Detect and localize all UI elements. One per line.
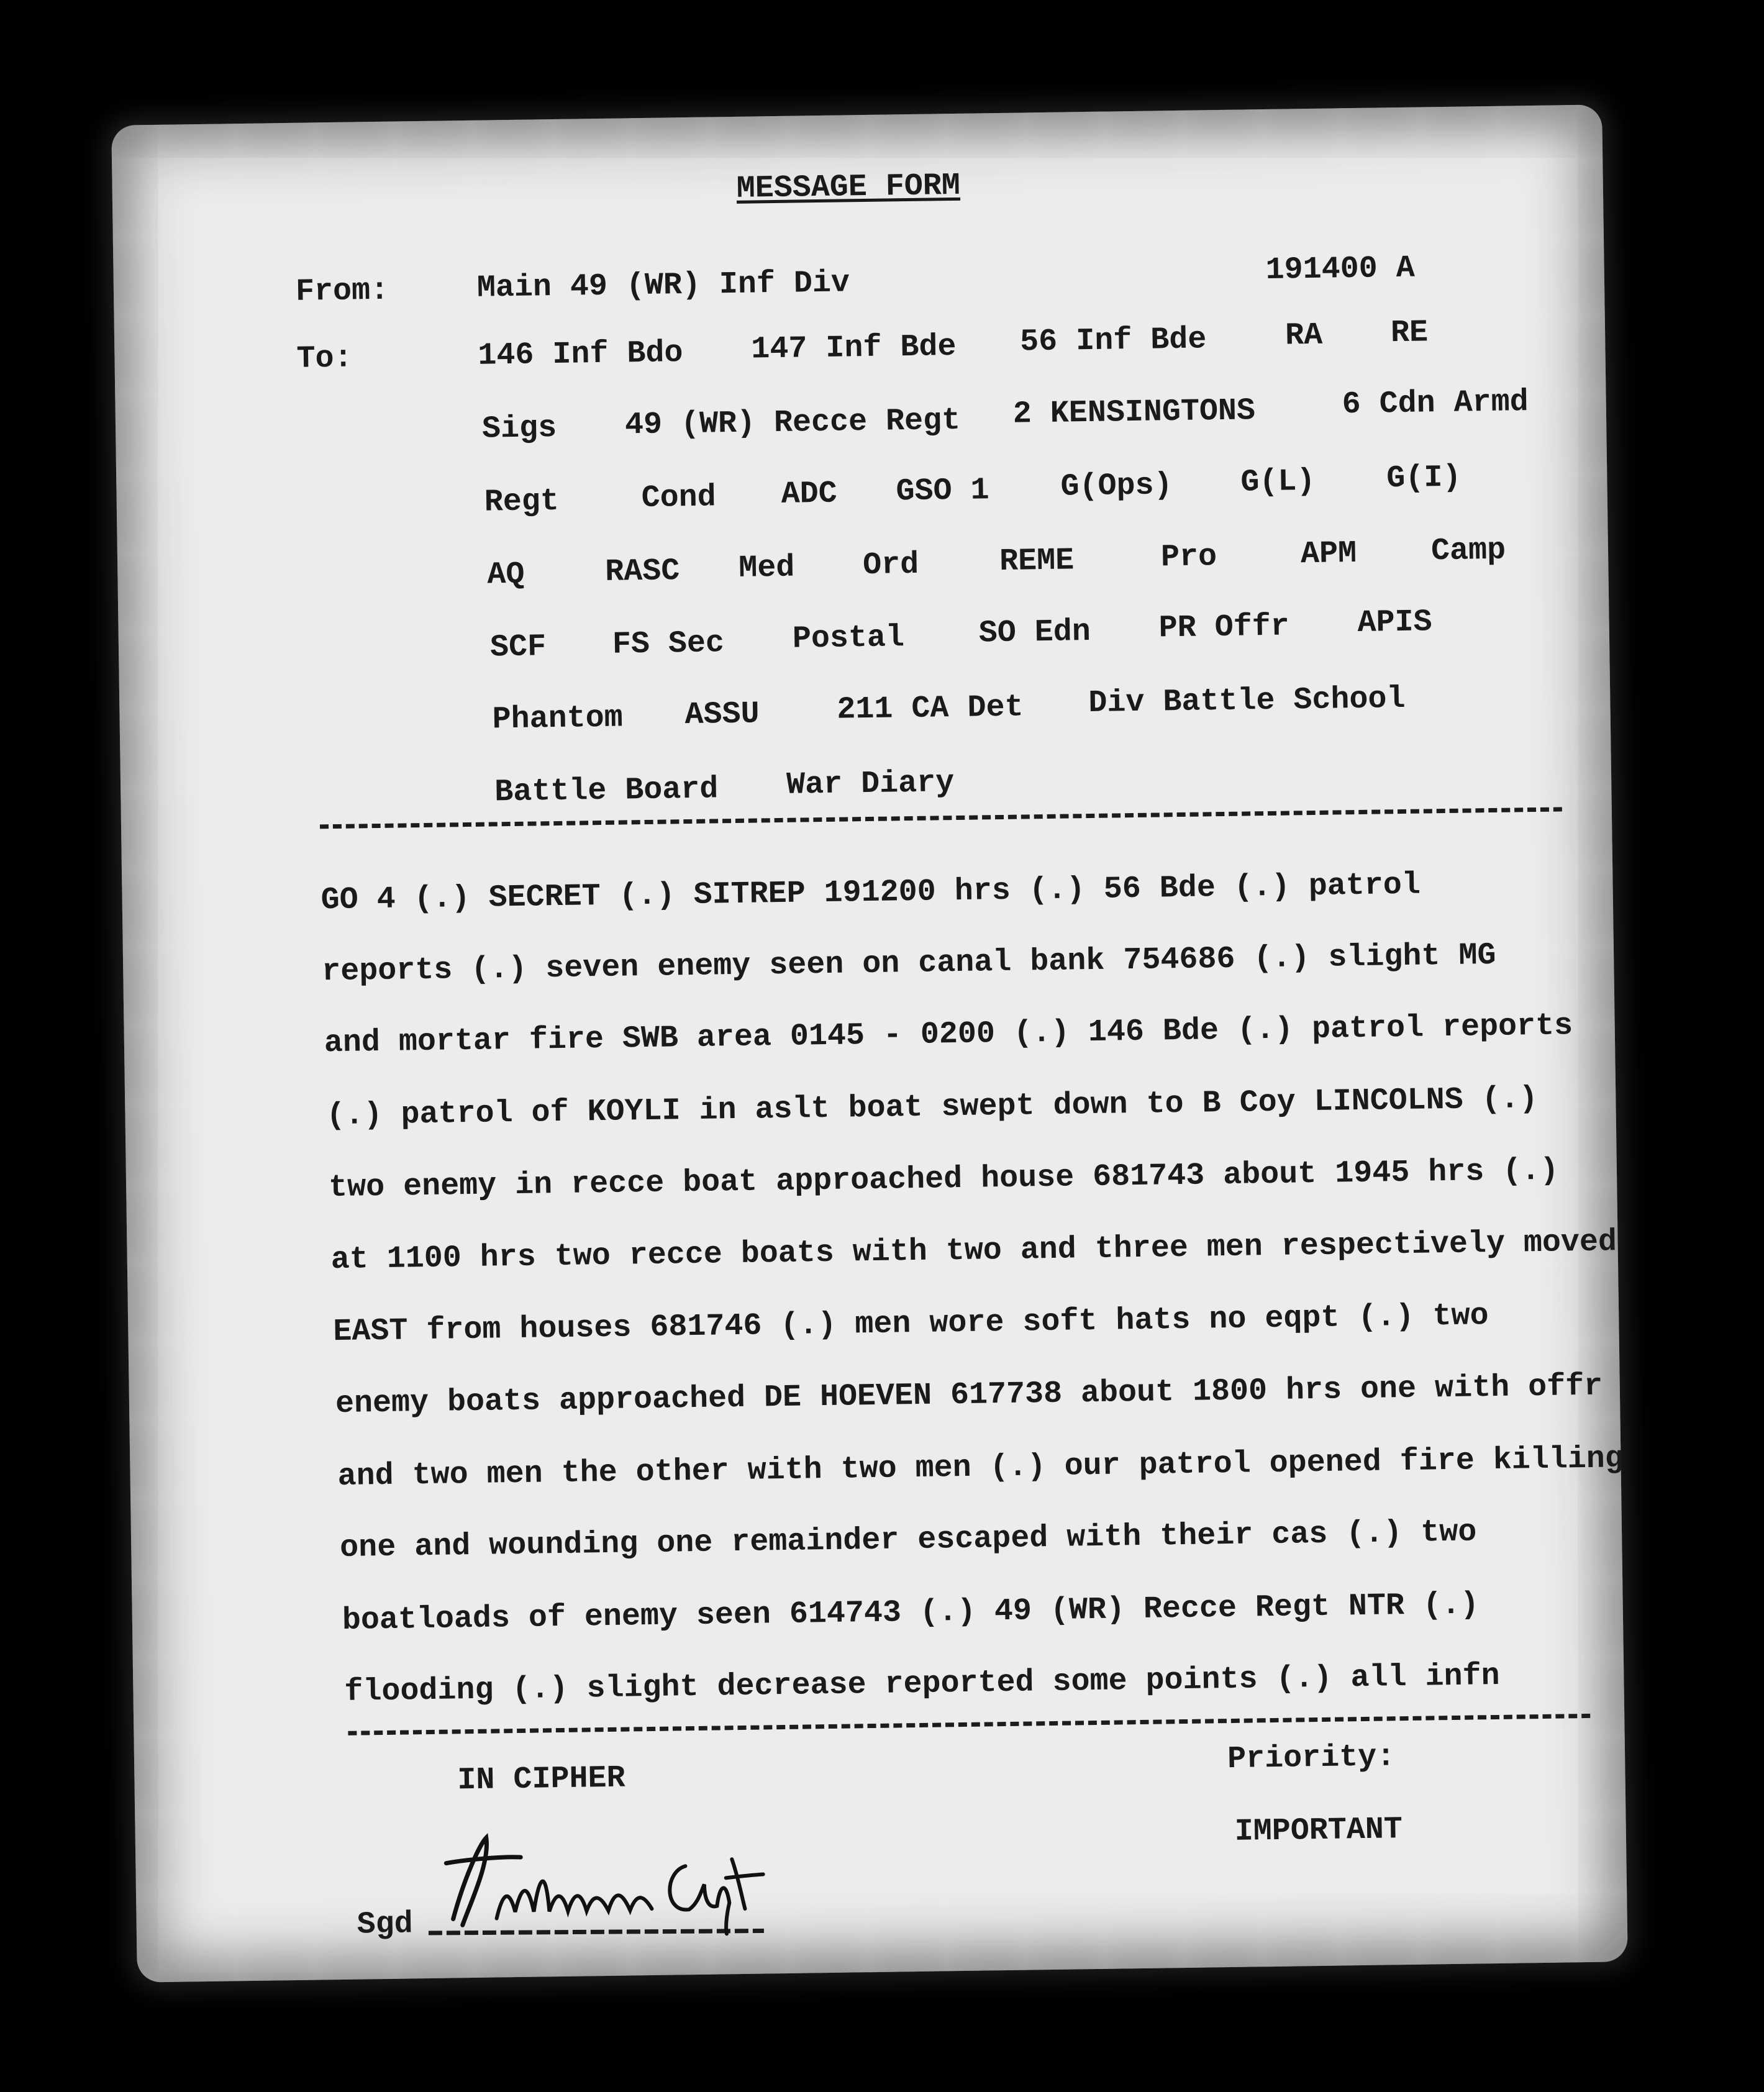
addressee: REME: [999, 543, 1075, 580]
message-body-line: two enemy in recce boat approached house 681743 about 1945 hrs (.): [328, 1153, 1559, 1206]
from-label: From:: [295, 273, 389, 310]
addressee: PR Offr: [1158, 609, 1290, 647]
addressee: War Diary: [786, 765, 955, 803]
addressee: APM: [1300, 535, 1357, 573]
signature: [427, 1821, 777, 1944]
addressee: Sigs: [481, 410, 557, 447]
addressee: Postal: [792, 620, 905, 657]
addressee: Med: [738, 550, 795, 586]
message-body-line: one and wounding one remainder escaped with their cas (.) two: [339, 1514, 1477, 1566]
addressee: Phantom: [492, 700, 624, 738]
addressee: RE: [1390, 315, 1429, 352]
addressee: 49 (WR) Recce Regt: [624, 402, 961, 443]
message-body-line: enemy boats approached DE HOEVEN 617738 about 1800 hrs one with offr: [335, 1368, 1603, 1422]
message-body-line: reports (.) seven enemy seen on canal bank 754686 (.) slight MG: [321, 937, 1496, 990]
cipher-note: IN CIPHER: [457, 1760, 625, 1799]
from-value: Main 49 (WR) Inf Div: [476, 265, 850, 306]
addressee: SCF: [489, 629, 547, 666]
addressee: 147 Inf Bde: [750, 329, 957, 368]
addressee: G(Ops): [1060, 468, 1173, 505]
addressee: 2 KENSINGTONS: [1012, 393, 1256, 432]
addressee: G(L): [1240, 463, 1316, 501]
separator-line: [320, 807, 1562, 829]
message-body-line: EAST from houses 681746 (.) men wore soft hats no eqpt (.) two: [333, 1298, 1489, 1350]
addressee: Regt: [484, 483, 560, 521]
addressee: 56 Inf Bde: [1019, 322, 1207, 360]
addressee: G(I): [1386, 460, 1462, 497]
signed-label: Sgd: [357, 1906, 414, 1943]
message-body-line: flooding (.) slight decrease reported some points (.) all infn: [344, 1658, 1501, 1710]
message-body-line: and two men the other with two men (.) our patrol opened fire killing: [337, 1441, 1624, 1495]
addressee: Div Battle School: [1088, 681, 1406, 722]
addressee: Pro: [1160, 539, 1217, 576]
to-label: To:: [296, 340, 353, 377]
addressee: AQ: [487, 557, 525, 593]
priority-value: IMPORTANT: [1234, 1812, 1403, 1850]
message-body-line: (.) patrol of KOYLI in aslt boat swept down to B Coy LINCOLNS (.): [326, 1081, 1539, 1134]
message-body-line: boatloads of enemy seen 614743 (.) 49 (WR) Recce Regt NTR (.): [342, 1587, 1480, 1639]
addressee: APIS: [1357, 604, 1433, 641]
addressee: Battle Board: [494, 771, 719, 811]
addressee: Ord: [862, 547, 919, 584]
addressee: Cond: [641, 480, 717, 517]
addressee: 146 Inf Bdo: [478, 335, 683, 374]
addressee: GSO 1: [896, 473, 990, 510]
addressee: SO Edn: [978, 614, 1091, 652]
addressee: RASC: [604, 553, 680, 590]
form-title: MESSAGE FORM: [736, 168, 961, 207]
message-form-sheet: [111, 104, 1628, 1982]
addressee: RA: [1284, 317, 1323, 354]
message-body-line: GO 4 (.) SECRET (.) SITREP 191200 hrs (.) 56 Bde (.) patrol: [321, 867, 1421, 919]
date-time-group: 191400 A: [1265, 250, 1416, 288]
separator-line: [348, 1714, 1590, 1735]
addressee: Camp: [1430, 532, 1506, 570]
addressee: FS Sec: [612, 625, 725, 663]
message-body-line: at 1100 hrs two recce boats with two and three men respectively moved: [330, 1224, 1617, 1278]
priority-label: Priority:: [1227, 1739, 1396, 1778]
addressee: 6 Cdn Armd: [1342, 384, 1529, 423]
addressee: 211 CA Det: [837, 689, 1024, 728]
addressee: ADC: [781, 476, 838, 512]
addressee: ASSU: [684, 696, 760, 734]
message-body-line: and mortar fire SWB area 0145 - 0200 (.) 146 Bde (.) patrol reports: [324, 1008, 1573, 1062]
